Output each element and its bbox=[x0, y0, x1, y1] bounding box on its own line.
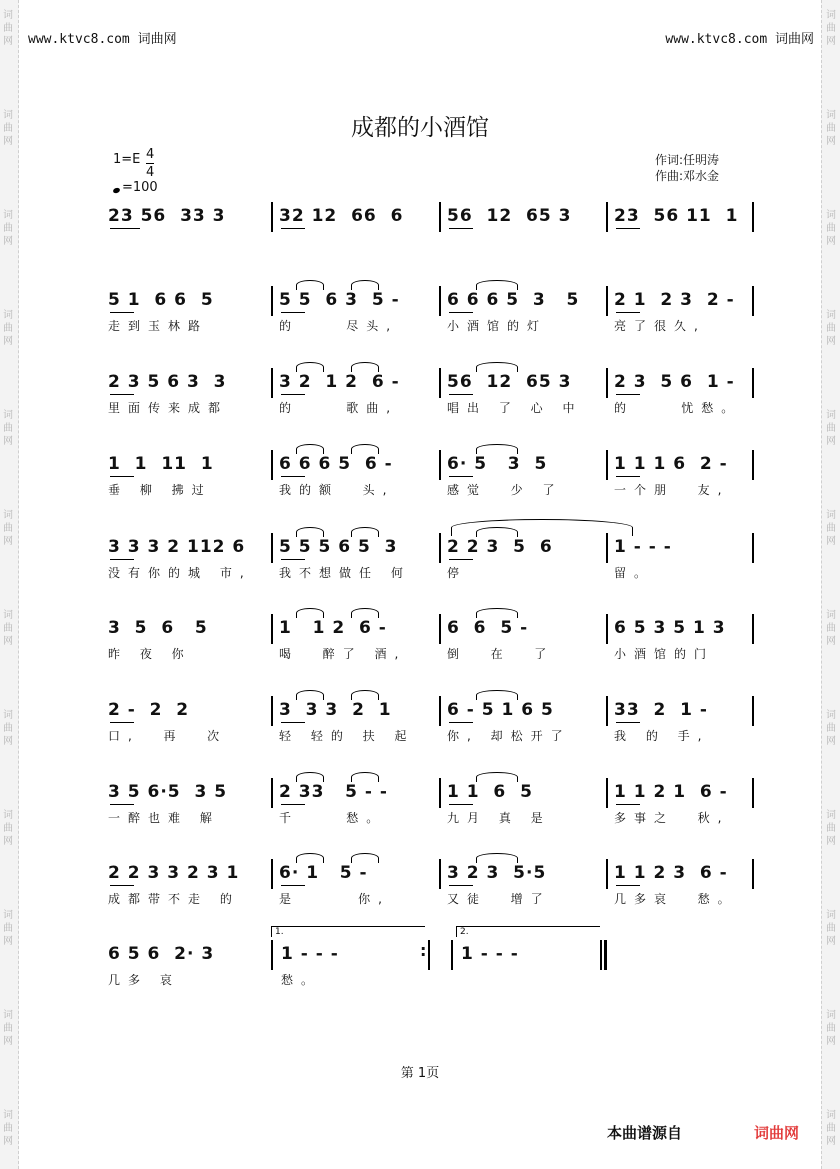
barline bbox=[439, 533, 441, 563]
barline bbox=[271, 859, 273, 889]
measure-lyrics: 小酒馆的门 bbox=[614, 647, 715, 661]
measure-lyrics: 停 bbox=[447, 566, 468, 580]
beam-line bbox=[449, 476, 473, 477]
watermark-char: 词 bbox=[826, 810, 836, 821]
measure-notes: 1 - - - bbox=[281, 944, 339, 964]
slur bbox=[351, 527, 379, 537]
watermark-char: 网 bbox=[3, 736, 13, 747]
barline bbox=[439, 614, 441, 644]
watermark-char: 曲 bbox=[3, 123, 13, 134]
measure-notes: 1 1 2 3 6 - bbox=[614, 863, 728, 883]
long-slur bbox=[451, 519, 633, 536]
slur bbox=[296, 608, 324, 618]
barline bbox=[606, 859, 608, 889]
measure-lyrics: 千 愁。 bbox=[279, 811, 387, 825]
score-row bbox=[106, 782, 754, 834]
measure-notes: 2 33 5 - - bbox=[279, 782, 388, 802]
barline bbox=[606, 368, 608, 398]
watermark-char: 词 bbox=[826, 610, 836, 621]
watermark-char: 网 bbox=[3, 836, 13, 847]
watermark-char: 词 bbox=[826, 410, 836, 421]
site-url-right: www.ktvc8.com 词曲网 bbox=[665, 32, 814, 47]
watermark-char: 曲 bbox=[826, 1123, 836, 1134]
measure-notes: 6 - 5 1 6 5 bbox=[447, 700, 554, 720]
measure-notes: 6 6 5 - bbox=[447, 618, 529, 638]
watermark-char: 网 bbox=[3, 136, 13, 147]
measure-notes: 3 2 3 5·5 bbox=[447, 863, 547, 883]
measure-lyrics: 你, 却松开了 bbox=[447, 729, 571, 743]
slur bbox=[476, 690, 518, 700]
beam-line bbox=[616, 476, 640, 477]
barline bbox=[752, 202, 754, 232]
beam-line bbox=[110, 804, 134, 805]
watermark-char: 曲 bbox=[3, 23, 13, 34]
watermark-char: 网 bbox=[826, 736, 836, 747]
score-row bbox=[106, 618, 754, 670]
watermark-char: 网 bbox=[3, 436, 13, 447]
watermark-char: 网 bbox=[826, 136, 836, 147]
score-row bbox=[106, 700, 754, 752]
measure-notes: 2 3 5 6 3 3 bbox=[108, 372, 227, 392]
slur bbox=[296, 362, 324, 372]
watermark-char: 曲 bbox=[3, 723, 13, 734]
tempo-marking bbox=[113, 180, 158, 195]
barline bbox=[428, 940, 430, 970]
barline bbox=[439, 696, 441, 726]
watermark-char: 词 bbox=[3, 310, 13, 321]
beam-line bbox=[281, 804, 305, 805]
slur bbox=[296, 527, 324, 537]
credits bbox=[655, 152, 719, 184]
slur bbox=[351, 362, 379, 372]
barline bbox=[271, 286, 273, 316]
measure-notes: 1 1 1 6 2 - bbox=[614, 454, 728, 474]
barline bbox=[752, 286, 754, 316]
barline bbox=[271, 940, 273, 970]
beam-line bbox=[449, 804, 473, 805]
beam-line bbox=[110, 476, 134, 477]
measure-lyrics: 我的额 头, bbox=[279, 483, 395, 497]
watermark-char: 曲 bbox=[826, 923, 836, 934]
measure-lyrics: 的 尽头, bbox=[279, 319, 399, 333]
watermark-char: 网 bbox=[826, 436, 836, 447]
measure-notes: 1 - - - bbox=[614, 537, 672, 557]
measure-lyrics: 几多 哀 bbox=[108, 973, 180, 987]
source-label: 本曲谱源自 bbox=[607, 1124, 683, 1142]
measure-notes: 1 1 11 1 bbox=[108, 454, 214, 474]
watermark-char: 网 bbox=[826, 36, 836, 47]
measure-notes: 5 5 6 3 5 - bbox=[279, 290, 400, 310]
measure-notes: 6· 5 3 5 bbox=[447, 454, 548, 474]
measure-lyrics: 我 的 手, bbox=[614, 729, 710, 743]
beam-line bbox=[616, 228, 640, 229]
beam-line bbox=[281, 228, 305, 229]
beam-line bbox=[449, 228, 473, 229]
watermark-char: 网 bbox=[3, 236, 13, 247]
barline bbox=[606, 450, 608, 480]
barline bbox=[752, 778, 754, 808]
measure-lyrics: 一个朋 友, bbox=[614, 483, 730, 497]
measure-notes: 2 2 3 3 2 3 1 bbox=[108, 863, 240, 883]
barline bbox=[439, 778, 441, 808]
site-url-left: www.ktvc8.com 词曲网 bbox=[28, 32, 177, 47]
slur bbox=[351, 690, 379, 700]
measure-lyrics: 多事之 秋, bbox=[614, 811, 730, 825]
measure-notes: 1 1 6 5 bbox=[447, 782, 533, 802]
watermark-char: 词 bbox=[3, 510, 13, 521]
slur bbox=[351, 444, 379, 454]
watermark-char: 曲 bbox=[3, 423, 13, 434]
barline bbox=[271, 533, 273, 563]
measure-lyrics: 走到玉林路 bbox=[108, 319, 209, 333]
measure-notes: 2 2 3 5 6 bbox=[447, 537, 553, 557]
measure-lyrics: 小酒馆的灯 bbox=[447, 319, 548, 333]
measure-notes: 6 6 6 5 3 5 bbox=[447, 290, 580, 310]
beam-line bbox=[449, 885, 473, 886]
watermark-char: 曲 bbox=[826, 723, 836, 734]
slur bbox=[351, 772, 379, 782]
watermark-char: 词 bbox=[3, 710, 13, 721]
barline bbox=[439, 368, 441, 398]
measure-lyrics: 亮了很久, bbox=[614, 319, 706, 333]
measure-lyrics: 是 你, bbox=[279, 892, 390, 906]
watermark-char: 网 bbox=[826, 236, 836, 247]
watermark-char: 曲 bbox=[826, 423, 836, 434]
measure-notes: 5 1 6 6 5 bbox=[108, 290, 214, 310]
measure-lyrics: 没有你的城 市, bbox=[108, 566, 252, 580]
watermark-char: 词 bbox=[3, 810, 13, 821]
measure-lyrics: 留。 bbox=[614, 566, 655, 580]
watermark-char: 词 bbox=[826, 1110, 836, 1121]
barline bbox=[439, 202, 441, 232]
beam-line bbox=[281, 476, 305, 477]
barline bbox=[752, 450, 754, 480]
measure-lyrics: 喝 醉了 酒, bbox=[279, 647, 407, 661]
measure-notes: 6 5 3 5 1 3 bbox=[614, 618, 726, 638]
watermark-char: 曲 bbox=[3, 523, 13, 534]
beam-line bbox=[616, 804, 640, 805]
watermark-char: 词 bbox=[826, 710, 836, 721]
watermark-char: 曲 bbox=[826, 1023, 836, 1034]
barline bbox=[606, 696, 608, 726]
watermark-char: 网 bbox=[826, 836, 836, 847]
measure-notes: 3 3 3 2 1 bbox=[279, 700, 392, 720]
composer: 作曲:邓水金 bbox=[655, 169, 720, 183]
watermark-char: 曲 bbox=[3, 823, 13, 834]
watermark-char: 词 bbox=[826, 910, 836, 921]
watermark-char: 曲 bbox=[826, 823, 836, 834]
measure-lyrics: 唱出 了 心 中 bbox=[447, 401, 583, 415]
measure-lyrics: 感觉 少 了 bbox=[447, 483, 563, 497]
measure-notes: 2 - 2 2 bbox=[108, 700, 190, 720]
final-barline bbox=[604, 940, 607, 970]
watermark-char: 词 bbox=[3, 1110, 13, 1121]
barline bbox=[752, 696, 754, 726]
beam-line bbox=[449, 312, 473, 313]
watermark-char: 词 bbox=[826, 1010, 836, 1021]
measure-notes: 32 12 66 6 bbox=[279, 206, 404, 226]
barline bbox=[271, 696, 273, 726]
watermark-char: 词 bbox=[3, 210, 13, 221]
measure-notes: 2 1 2 3 2 - bbox=[614, 290, 735, 310]
slur bbox=[476, 608, 518, 618]
measure-lyrics: 又徒 增了 bbox=[447, 892, 551, 906]
beam-line bbox=[110, 559, 134, 560]
beam-line bbox=[110, 394, 134, 395]
beam-line bbox=[110, 722, 134, 723]
time-bottom: 4 bbox=[146, 165, 155, 180]
measure-lyrics: 愁。 bbox=[281, 973, 322, 987]
beam-line bbox=[281, 722, 305, 723]
measure-notes: 1 1 2 1 6 - bbox=[614, 782, 728, 802]
slur bbox=[351, 608, 379, 618]
time-top: 4 bbox=[146, 147, 155, 162]
watermark-char: 词 bbox=[826, 210, 836, 221]
watermark-char: 曲 bbox=[3, 923, 13, 934]
watermark-char: 曲 bbox=[826, 623, 836, 634]
watermark-char: 曲 bbox=[3, 323, 13, 334]
score-row bbox=[106, 863, 754, 915]
barline bbox=[752, 533, 754, 563]
barline bbox=[271, 368, 273, 398]
measure-notes: 3 2 1 2 6 - bbox=[279, 372, 400, 392]
watermark-strip-left bbox=[0, 0, 19, 1169]
slur bbox=[296, 444, 324, 454]
measure-notes: 5 5 5 6 5 3 bbox=[279, 537, 398, 557]
measure-lyrics: 口, 再 次 bbox=[108, 729, 228, 743]
watermark-char: 曲 bbox=[3, 1023, 13, 1034]
watermark-char: 网 bbox=[3, 936, 13, 947]
measure-lyrics: 一醉也难 解 bbox=[108, 811, 220, 825]
barline bbox=[271, 778, 273, 808]
beam-line bbox=[281, 312, 305, 313]
measure-lyrics: 倒 在 了 bbox=[447, 647, 555, 661]
watermark-char: 网 bbox=[826, 936, 836, 947]
source-brand: 词曲网 bbox=[754, 1124, 800, 1142]
watermark-char: 曲 bbox=[826, 123, 836, 134]
measure-lyrics: 垂 柳 拂过 bbox=[108, 483, 212, 497]
watermark-char: 网 bbox=[3, 36, 13, 47]
barline bbox=[451, 940, 453, 970]
lyricist: 作词:任明涛 bbox=[655, 153, 720, 167]
page-number: 第 1页 bbox=[400, 1066, 440, 1081]
song-title: 成都的小酒馆 bbox=[351, 115, 489, 141]
barline bbox=[439, 450, 441, 480]
slur bbox=[296, 690, 324, 700]
score-row bbox=[106, 206, 754, 258]
watermark-char: 词 bbox=[826, 310, 836, 321]
barline bbox=[752, 859, 754, 889]
watermark-char: 曲 bbox=[826, 23, 836, 34]
volta-second: 2. bbox=[456, 926, 600, 937]
beam-line bbox=[449, 722, 473, 723]
beam-line bbox=[449, 559, 473, 560]
barline bbox=[439, 286, 441, 316]
measure-notes: 2 3 5 6 1 - bbox=[614, 372, 735, 392]
watermark-char: 词 bbox=[3, 10, 13, 21]
watermark-char: 网 bbox=[3, 636, 13, 647]
slur bbox=[476, 444, 518, 454]
measure-notes: 3 5 6 5 bbox=[108, 618, 208, 638]
beam-line bbox=[281, 885, 305, 886]
watermark-char: 网 bbox=[3, 1136, 13, 1147]
barline bbox=[606, 202, 608, 232]
watermark-char: 词 bbox=[3, 910, 13, 921]
watermark-char: 网 bbox=[826, 1036, 836, 1047]
slur bbox=[296, 853, 324, 863]
watermark-char: 网 bbox=[826, 336, 836, 347]
watermark-strip-right bbox=[821, 0, 840, 1169]
measure-notes: 23 56 11 1 bbox=[614, 206, 739, 226]
slur bbox=[351, 280, 379, 290]
barline bbox=[606, 614, 608, 644]
beam-line bbox=[281, 394, 305, 395]
slur bbox=[476, 853, 518, 863]
time-signature bbox=[146, 146, 154, 181]
measure-notes: 6 6 6 5 6 - bbox=[279, 454, 393, 474]
watermark-char: 曲 bbox=[826, 523, 836, 534]
slur bbox=[476, 772, 518, 782]
measure-lyrics: 成都带不走 的 bbox=[108, 892, 240, 906]
score-row bbox=[106, 454, 754, 506]
watermark-char: 词 bbox=[826, 10, 836, 21]
measure-lyrics: 的 歌曲, bbox=[279, 401, 399, 415]
barline bbox=[439, 859, 441, 889]
barline bbox=[606, 286, 608, 316]
watermark-char: 网 bbox=[826, 536, 836, 547]
repeat-dots: : bbox=[420, 941, 427, 960]
watermark-char: 网 bbox=[826, 1136, 836, 1147]
watermark-char: 网 bbox=[826, 636, 836, 647]
watermark-char: 词 bbox=[826, 510, 836, 521]
slur bbox=[296, 772, 324, 782]
measure-lyrics: 的 忧愁。 bbox=[614, 401, 742, 415]
tempo-value: =100 bbox=[122, 180, 158, 195]
measure-notes: 6 5 6 2· 3 bbox=[108, 944, 215, 964]
watermark-char: 曲 bbox=[826, 323, 836, 334]
barline bbox=[271, 202, 273, 232]
watermark-char: 网 bbox=[3, 536, 13, 547]
measure-lyrics: 几多哀 愁。 bbox=[614, 892, 738, 906]
key-signature: 1=E bbox=[113, 152, 141, 167]
barline bbox=[752, 368, 754, 398]
slur bbox=[351, 853, 379, 863]
measure-lyrics: 我不想做任 何 bbox=[279, 566, 411, 580]
watermark-char: 曲 bbox=[826, 223, 836, 234]
score-row bbox=[106, 372, 754, 424]
measure-notes: 23 56 33 3 bbox=[108, 206, 226, 226]
measure-lyrics: 九月 真 是 bbox=[447, 811, 551, 825]
measure-lyrics: 里面传来成都 bbox=[108, 401, 229, 415]
watermark-char: 曲 bbox=[3, 1123, 13, 1134]
barline bbox=[271, 614, 273, 644]
watermark-char: 曲 bbox=[3, 623, 13, 634]
score-row bbox=[106, 537, 754, 589]
barline bbox=[271, 450, 273, 480]
beam-line bbox=[110, 312, 134, 313]
beam-line bbox=[616, 312, 640, 313]
barline bbox=[752, 614, 754, 644]
measure-notes: 3 5 6·5 3 5 bbox=[108, 782, 228, 802]
measure-notes: 56 12 65 3 bbox=[447, 206, 572, 226]
score-row bbox=[106, 927, 754, 996]
watermark-char: 网 bbox=[3, 336, 13, 347]
barline bbox=[606, 778, 608, 808]
beam-line bbox=[616, 394, 640, 395]
beam-line bbox=[281, 559, 305, 560]
beam-line bbox=[110, 228, 140, 229]
volta-first: 1. bbox=[271, 926, 425, 937]
watermark-char: 词 bbox=[3, 610, 13, 621]
beam-line bbox=[449, 394, 473, 395]
measure-notes: 6· 1 5 - bbox=[279, 863, 368, 883]
beam-line bbox=[616, 722, 640, 723]
measure-lyrics: 轻 轻的 扶 起 bbox=[279, 729, 415, 743]
watermark-char: 词 bbox=[3, 410, 13, 421]
measure-notes: 1 1 2 6 - bbox=[279, 618, 387, 638]
score-row bbox=[106, 290, 754, 342]
barline bbox=[606, 533, 608, 563]
final-barline-thin bbox=[600, 940, 602, 970]
beam-line bbox=[110, 885, 134, 886]
watermark-char: 词 bbox=[3, 1010, 13, 1021]
watermark-char: 词 bbox=[826, 110, 836, 121]
watermark-char: 词 bbox=[3, 110, 13, 121]
measure-notes: 33 2 1 - bbox=[614, 700, 708, 720]
slur bbox=[476, 362, 518, 372]
watermark-char: 网 bbox=[3, 1036, 13, 1047]
beam-line bbox=[616, 885, 640, 886]
measure-notes: 1 - - - bbox=[461, 944, 519, 964]
slur bbox=[296, 280, 324, 290]
measure-notes: 3 3 3 2 112 6 bbox=[108, 537, 246, 557]
measure-notes: 56 12 65 3 bbox=[447, 372, 572, 392]
measure-lyrics: 昨 夜 你 bbox=[108, 647, 192, 661]
quarter-note-icon bbox=[112, 187, 120, 194]
slur bbox=[476, 280, 518, 290]
watermark-char: 曲 bbox=[3, 223, 13, 234]
